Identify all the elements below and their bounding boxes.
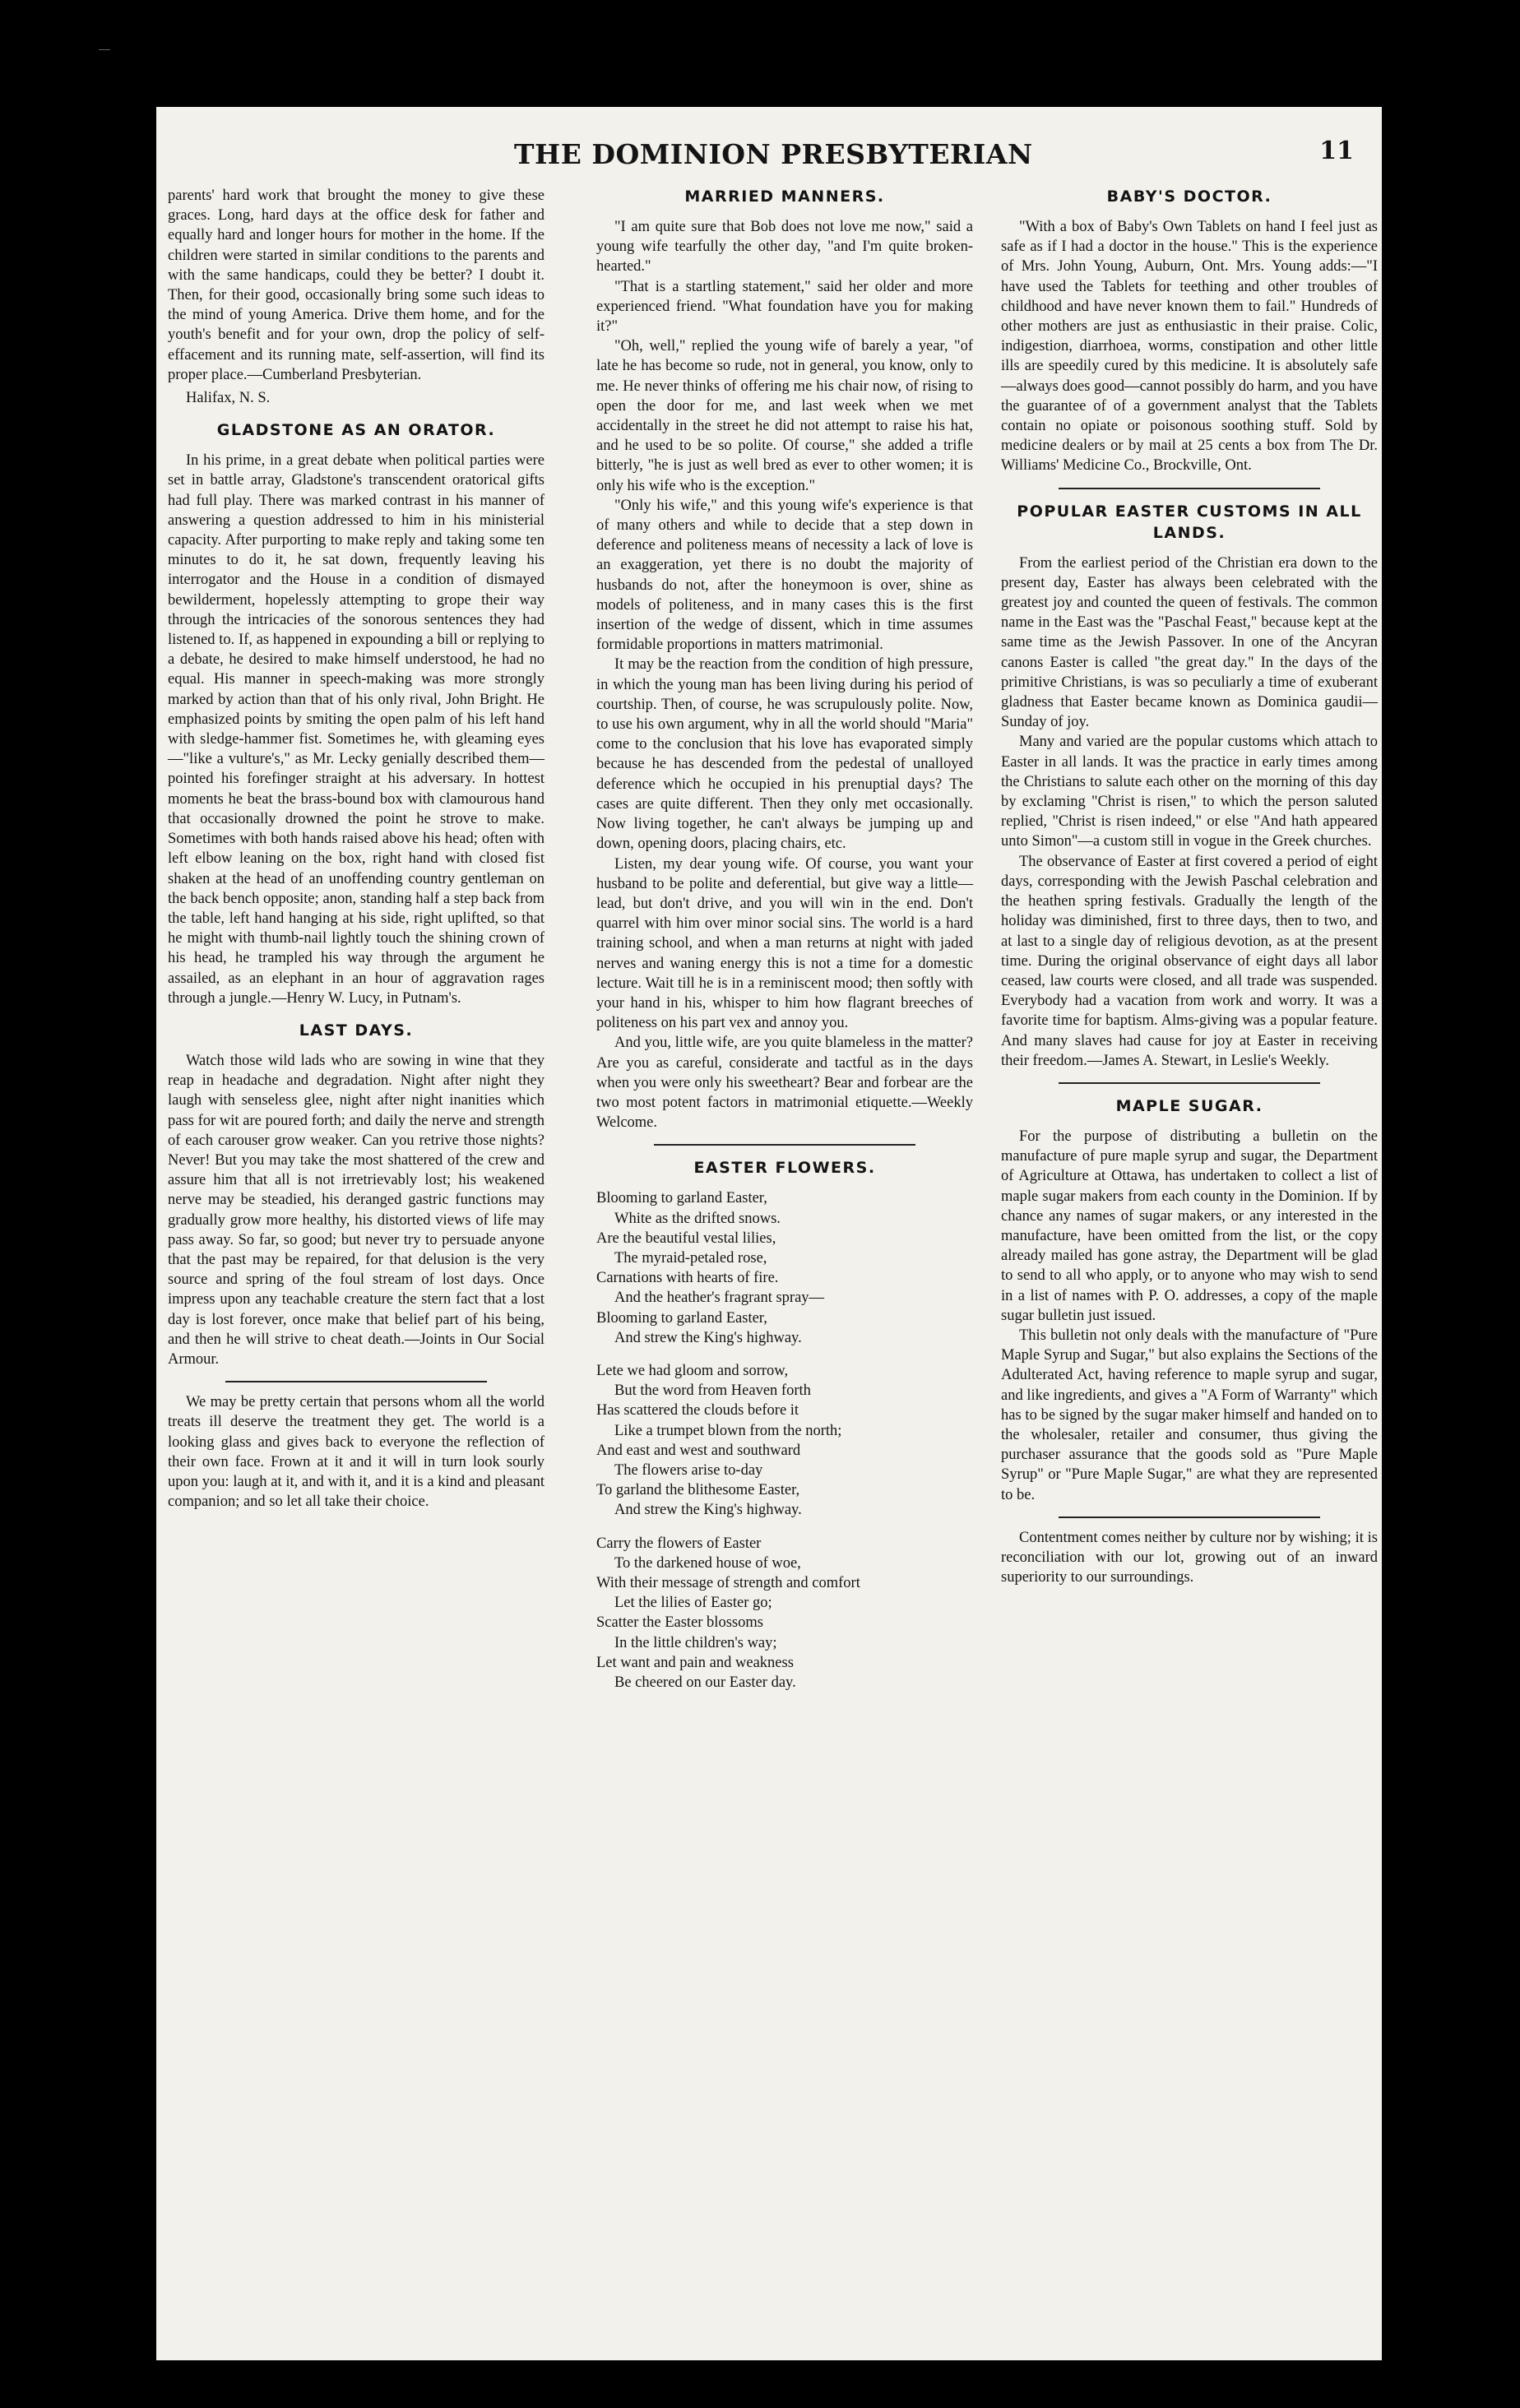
newspaper-page bbox=[156, 107, 1382, 2360]
poem-line: Let the lilies of Easter go; bbox=[614, 1595, 772, 1612]
poem-line: To the darkened house of woe, bbox=[614, 1554, 801, 1572]
poem-line: The myraid-petaled rose, bbox=[614, 1249, 767, 1267]
article-paragraph: From the earliest period of the Christian era down to the present day, Easter has always been celebrated with the greatest joy and counted the queen of festivals. The common name in the East was the "Paschal Feast," because kept at the same time as the Jewish Passover. In one of the Ancyran canons Easter is called "the great day." In the days of the primitive Christians, is was so peculiarly a time of exuberant gladness that Easter became known as Dominica gaudii—Sunday of joy. bbox=[1001, 554, 1378, 731]
article-paragraph: In his prime, in a great debate when political parties were set in battle array, Gladstone's transcendent oratorical gifts had full play. There was marked contrast in his manner of answering a question addressed to him in his ministerial capacity. After purporting to make reply and taking some ten minutes to do it, he sat down, frequently leaving his interrogator and the House in a condition of dismayed bewilderment, hopelessly attempting to grope their way through the intricacies of the sonorous sentences they had listened to. If, as happened in expounding a bill or replying to a debate, he desired to make himself understood, he had no equal. His manner in speech-making was more strongly marked by action than that of his only rival, John Bright. He emphasized points by smiting the open palm of his left hand with sledge-hammer fist. Sometimes he, with gleaming eyes—"like a vulture's," as Mr. Lecky genially described them—pointed his forefinger straight at his adversary. In hottest moments he beat the brass-bound box with clamourous hand that occasionally drowned the point he strove to make. Sometimes with both hands raised above his head; often with left elbow leaning on the box, right hand with closed fist shaken at the head of an unoffending country gentleman on the back bench opposite; anon, standing half a step back from the table, left hand hanging at his side, right uplifted, so that he might with thumb-nail lightly touch the shining crown of his head, he trampled his way through the argument he assailed, as an elephant in an hour of aggravation rages through a jungle.—Henry W. Lucy, in Putnam's. bbox=[168, 452, 545, 1007]
column-middle bbox=[596, 186, 973, 1706]
poem-line: With their message of strength and comfort bbox=[596, 1575, 860, 1591]
article-paragraph: "That is a startling statement," said her older and more experienced friend. "What foundation have you for making it?" bbox=[596, 278, 973, 336]
column-left bbox=[168, 186, 545, 1512]
article-paragraph: Watch those wild lads who are sowing in wine that they reap in headache and degradation. Night after night they laugh with senseless glee, night after night inanities which pass for wit are poured forth; and daily the nerve and strength of each carouser grow weaker. Can you retrive those nights? Never! But you may take the most shattered of the crew and assure him that all is not irretrievably lost; his weakened nerve may be steadied, his deranged gastric functions may gradually grow more healthy, his distorted views of life may pass away. So far, so good; but never try to persuade anyone that the past may be repaired, for that delusion is the very source and spring of the foul stream of lost days. Once impress upon any teachable creature the stern fact that a lost day is lost forever, once make that belief part of his being, and then he will strive to cheat death.—Joints in Our Social Armour. bbox=[168, 1052, 545, 1368]
article-paragraph: We may be pretty certain that persons whom all the world treats ill deserve the treatment they get. The world is a looking glass and gives back to everyone the reflection of their own face. Frown at it and it will in turn look sourly upon you: laugh at it, and with it, and it is a kind and pleasant companion; and so let all take their choice. bbox=[168, 1394, 545, 1511]
poem-line: Let want and pain and weakness bbox=[596, 1654, 794, 1671]
poem-stanza bbox=[596, 1534, 973, 1693]
poem-stanza bbox=[596, 1188, 973, 1348]
poem-line: Like a trumpet blown from the north; bbox=[614, 1422, 842, 1439]
article-paragraph: Listen, my dear young wife. Of course, you want your husband to be polite and deferential, but give way a little—lead, but don't drive, and you will win in the end. Don't quarrel with him over minor social sins. The world is a hard training school, and when a man returns at night with jaded nerves and waning energy this is not a time for a domestic lecture. Wait till he is in a reminiscent mood; then softly with your hand in his, whisper to him how flagrant breeches of politeness on his part vex and annoy you. bbox=[596, 855, 973, 1032]
poem-heading-easter-flowers: EASTER FLOWERS. bbox=[693, 1159, 876, 1178]
poem-line: White as the drifted snows. bbox=[614, 1210, 781, 1227]
divider-rule bbox=[1059, 1517, 1320, 1518]
poem-line: Blooming to garland Easter, bbox=[596, 1190, 767, 1207]
page-number: 11 bbox=[1319, 137, 1354, 165]
poem-easter-flowers bbox=[596, 1188, 973, 1693]
poem-line: Are the beautiful vestal lilies, bbox=[596, 1229, 776, 1247]
poem-line: Carry the flowers of Easter bbox=[596, 1535, 762, 1552]
divider-rule bbox=[1059, 488, 1320, 489]
poem-line: The flowers arise to-day bbox=[614, 1461, 763, 1479]
poem-line: Carnations with hearts of fire. bbox=[596, 1270, 779, 1287]
dateline: Halifax, N. S. bbox=[186, 390, 271, 407]
poem-line: Scatter the Easter blossoms bbox=[596, 1614, 763, 1632]
article-heading-last-days: LAST DAYS. bbox=[299, 1021, 414, 1040]
divider-rule bbox=[654, 1144, 915, 1146]
article-paragraph: The observance of Easter at first covered a period of eight days, corresponding with the Jewish Paschal celebration and the heathen spring festivals. Gradually the length of the holiday was diminished, first to three days, then to two, and at last to a single day of religious devotion, as at the present time. During the original observance of eight days all labor ceased, law courts were closed, and all trade was suspended. Everybody had a vacation from work and worry. It was a favorite time for baptism. Alms-giving was a popular feature. And many slaves had cause for joy at Easter in receiving their freedom.—James A. Stewart, in Leslie's Weekly. bbox=[1001, 853, 1378, 1069]
article-paragraph: It may be the reaction from the condition of high pressure, in which the young man has been living during his period of courtship. Then, of course, he was scrupulously polite. Now, to use his own argument, why in all the world should "Maria" come to the conclusion that his love has evaporated simply because he has descended from the pedestal of unalloyed deference which he occupied in his prenuptial days? The cases are quite different. Then they only met occasionally. Now living together, he can't always be jumping up and down, opening doors, placing chairs, etc. bbox=[596, 656, 973, 853]
poem-line: Be cheered on our Easter day. bbox=[614, 1674, 796, 1692]
divider-rule bbox=[1059, 1082, 1320, 1084]
article-paragraph: Many and varied are the popular customs which attach to Easter in all lands. It was the practice in early times among the Christians to salute each other on the morning of this day by exclaming "Christ is risen," to which the person saluted replied, "Christ is risen indeed," or else "And hath appeared unto Simon"—a custom still in vogue in the Greek churches. bbox=[1001, 734, 1378, 850]
column-right bbox=[1001, 186, 1378, 1587]
article-heading-babys-doctor: BABY'S DOCTOR. bbox=[1106, 188, 1272, 206]
poem-line: To garland the blithesome Easter, bbox=[596, 1482, 800, 1499]
poem-line: But the word from Heaven forth bbox=[614, 1382, 811, 1400]
article-paragraph: "Oh, well," replied the young wife of barely a year, "of late he has become so rude, not in general, you know, only to me. He never thinks of offering me his chair now, of rising to open the door for me, and last week when we met accidentally in the street he did not attempt to raise his hat, and he used to be so polite. Of course," she added a trifle bitterly, "he is just as well bred as ever to other women; it is only his wife who is the exception." bbox=[596, 338, 973, 494]
article-paragraph: Contentment comes neither by culture nor by wishing; it is reconciliation with our lot, growing out of an inward superiority to our surroundings. bbox=[1001, 1529, 1378, 1586]
poem-line: In the little children's way; bbox=[614, 1634, 777, 1651]
poem-line: Lete we had gloom and sorrow, bbox=[596, 1362, 789, 1379]
article-paragraph: For the purpose of distributing a bulletin on the manufacture of pure maple syrup and sugar, the Department of Agriculture at Ottawa, has undertaken to collect a list of maple sugar makers from each county in the Dominion. If by chance any names of sugar makers, or any interested in the manufacture, have been omitted from the list, or the copy already mailed has gone astray, the Department will be glad to send to all who apply, or to anyone who may wish to send in a list of names with P. O. addresses, a copy of the maple sugar bulletin just issued. bbox=[1001, 1128, 1378, 1324]
page-header bbox=[156, 132, 1382, 173]
article-paragraph: "With a box of Baby's Own Tablets on hand I feel just as safe as if I had a doctor in the house." This is the experience of Mrs. John Young, Auburn, Ont. Mrs. Young adds:—"I have used the Tablets for teething and other troubles of childhood and have never known them to fail." Hundreds of other mothers are just as enthusiastic in their praise. Colic, indigestion, diarrhoea, worms, constipation and other little ills are speedily cured by this medicine. It is absolutely safe—always does good—cannot possibly do harm, and you have the guarantee of of a government analyst that the Tablets contain no opiate or poisonous soothing stuff. Sold by medicine dealers or by mail at 25 cents a box from The Dr. Williams' Medicine Co., Brockville, Ont. bbox=[1001, 219, 1378, 475]
poem-line: And east and west and southward bbox=[596, 1442, 801, 1459]
scan-edge-mark bbox=[99, 49, 110, 50]
poem-line: And strew the King's highway. bbox=[614, 1502, 802, 1519]
article-paragraph: This bulletin not only deals with the manufacture of "Pure Maple Syrup and Sugar," but also explains the Sections of the Adulterated Act, having reference to maple syrup and sugar, and like ingredients, and gives a "A Form of Warranty" which has to be signed by the sugar maker himself and handed on to the wholesaler, retailer and consumer, thus giving the purchaser assurance that the goods sold as "Pure Maple Syrup" or "Pure Maple Sugar," are what they are represented to be. bbox=[1001, 1327, 1378, 1503]
article-paragraph: "Only his wife," and this young wife's experience is that of many others and while to decide that a step down in deference and politeness means of necessity a lack of love is an exaggeration, yet there is no doubt the majority of husbands do not, after the honeymoon is over, shine as models of politeness, and in many cases this is the first insertion of the wedge of dissent, which in time assumes formidable proportions in matters matrimonial. bbox=[596, 497, 973, 654]
article-heading-easter-customs: POPULAR EASTER CUSTOMS IN ALL LANDS. bbox=[1017, 502, 1362, 542]
divider-rule bbox=[225, 1381, 487, 1382]
article-paragraph: "I am quite sure that Bob does not love me now," said a young wife tearfully the other day, "and I'm quite broken-hearted." bbox=[596, 219, 973, 276]
poem-stanza bbox=[596, 1361, 973, 1521]
poem-line: Blooming to garland Easter, bbox=[596, 1309, 767, 1327]
article-paragraph: parents' hard work that brought the money to give these graces. Long, hard days at the office desk for father and equally hard and longer hours for mother in the home. If the children were started in similar conditions to the parents and with the same handicaps, could they be better? I doubt it. Then, for their good, occasionally bring some such ideas to the mind of young America. Drive them home, and for the youth's benefit and for your own, drop the policy of self-effacement and its running mate, self-assertion, will find its proper place.—Cumberland Presbyterian. bbox=[168, 188, 545, 383]
article-paragraph: And you, little wife, are you quite blameless in the matter? Are you as careful, considerate and tactful as in the days when you were only his sweetheart? Bear and forbear are the two most potent factors in matrimonial etiquette.—Weekly Welcome. bbox=[596, 1035, 973, 1132]
masthead-title: THE DOMINION PRESBYTERIAN bbox=[514, 138, 1033, 170]
poem-line: Has scattered the clouds before it bbox=[596, 1402, 799, 1419]
article-heading-married-manners: MARRIED MANNERS. bbox=[684, 188, 885, 206]
poem-line: And strew the King's highway. bbox=[614, 1329, 802, 1346]
article-heading-maple-sugar: MAPLE SUGAR. bbox=[1115, 1096, 1263, 1115]
poem-line: And the heather's fragrant spray— bbox=[614, 1290, 825, 1307]
article-heading-gladstone: GLADSTONE AS AN ORATOR. bbox=[216, 421, 496, 440]
